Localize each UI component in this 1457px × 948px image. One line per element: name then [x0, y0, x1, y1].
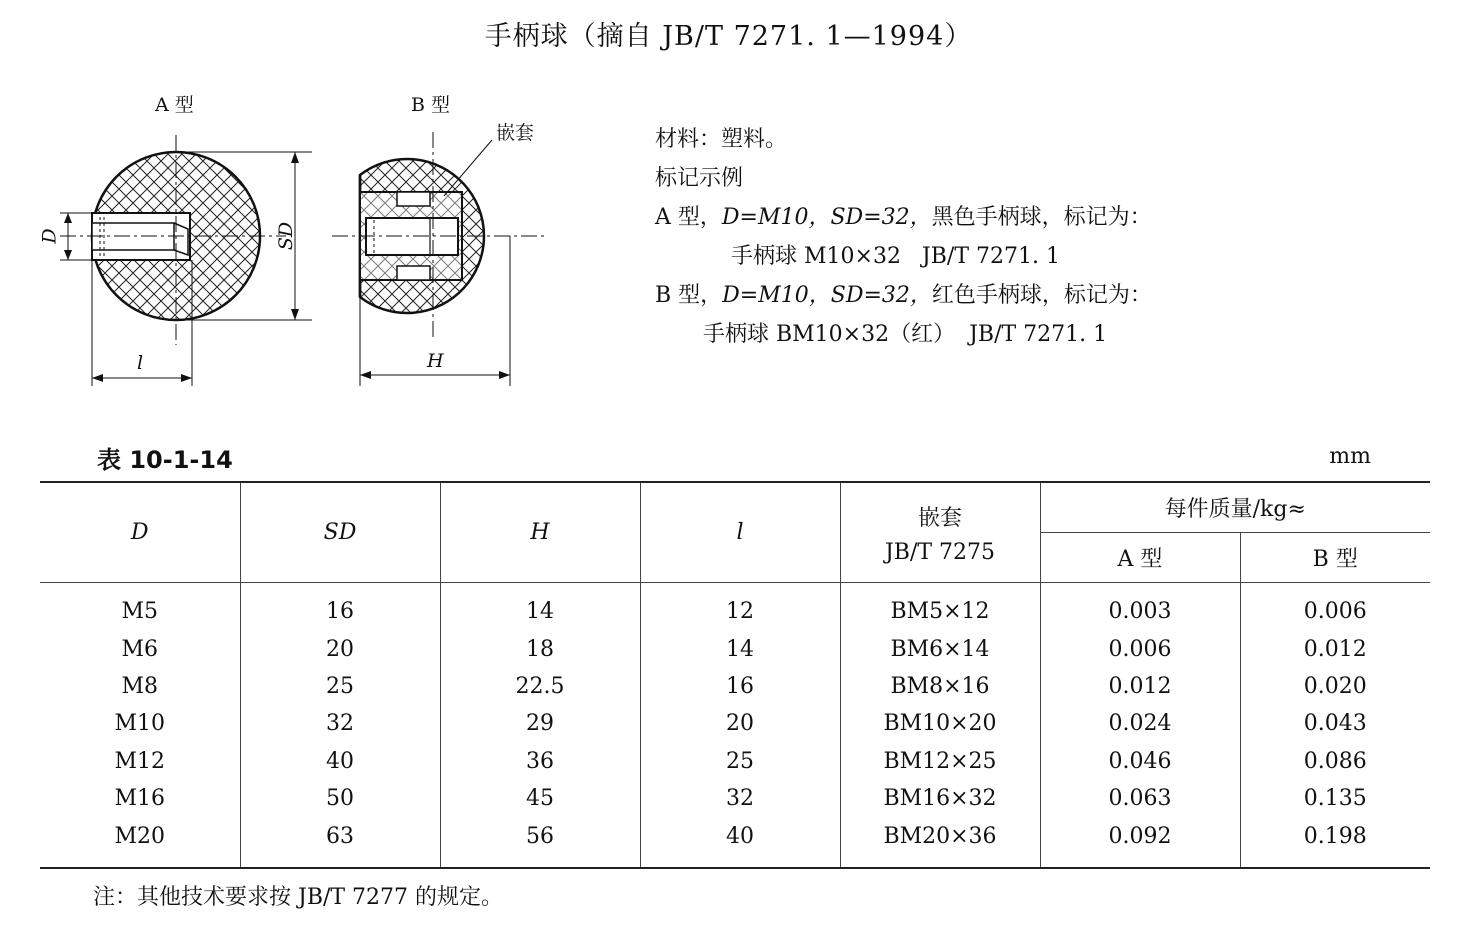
header-mass-b: B 型	[1240, 533, 1430, 583]
dim-h-label: H	[427, 350, 444, 372]
table-row	[40, 780, 1430, 817]
cell-insert: BM20×36	[840, 817, 1040, 867]
cell-mass-a: 0.092	[1040, 817, 1240, 867]
cell-mass-a: 0.006	[1040, 630, 1240, 667]
dim-sd-label: SD	[275, 221, 298, 251]
cell-mass-a: 0.024	[1040, 705, 1240, 742]
cell-mass-b: 0.012	[1240, 630, 1430, 667]
cell-mass-a: 0.063	[1040, 780, 1240, 817]
example-b-prefix: B 型，	[655, 283, 723, 308]
example-a-suffix: 黑色手柄球，标记为：	[931, 205, 1152, 230]
table-body	[40, 583, 1430, 868]
cell-mass-b: 0.020	[1240, 668, 1430, 705]
cell-h: 14	[440, 583, 640, 631]
example-b-params: D=M10，SD=32，	[722, 283, 932, 308]
cell-h: 18	[440, 630, 640, 667]
cell-l: 16	[640, 668, 840, 705]
dim-l-label: l	[137, 352, 144, 374]
cell-h: 22.5	[440, 668, 640, 705]
cell-sd: 32	[240, 705, 440, 742]
cell-sd: 63	[240, 817, 440, 867]
cell-mass-a: 0.012	[1040, 668, 1240, 705]
cell-insert: BM16×32	[840, 780, 1040, 817]
cell-mass-b: 0.043	[1240, 705, 1430, 742]
cell-mass-a: 0.003	[1040, 583, 1240, 631]
cell-insert: BM10×20	[840, 705, 1040, 742]
example-heading: 标记示例	[655, 166, 744, 191]
type-b-ball	[332, 132, 546, 386]
cell-sd: 40	[240, 743, 440, 780]
table-row	[40, 817, 1430, 867]
cell-insert: BM6×14	[840, 630, 1040, 667]
table-row	[40, 630, 1430, 667]
cell-sd: 50	[240, 780, 440, 817]
example-b	[655, 276, 1152, 315]
cell-d: M6	[121, 636, 159, 662]
insert-label: 嵌套	[496, 122, 535, 144]
example-a-params: D=M10，SD=32，	[721, 205, 932, 230]
table-row	[40, 743, 1430, 780]
cell-h: 29	[440, 705, 640, 742]
header-sd: SD	[240, 482, 440, 583]
header-insert	[840, 482, 1040, 583]
notes-block	[655, 120, 1152, 354]
example-b-suffix: 红色手柄球，标记为：	[931, 283, 1152, 308]
cell-mass-b: 0.135	[1240, 780, 1430, 817]
cell-h: 45	[440, 780, 640, 817]
table-label: 表 10-1-14	[97, 446, 233, 474]
cell-insert: BM12×25	[840, 743, 1040, 780]
cell-sd: 16	[240, 583, 440, 631]
cell-insert: BM8×16	[840, 668, 1040, 705]
cell-l: 25	[640, 743, 840, 780]
dim-d-label: D	[38, 228, 61, 244]
cell-mass-b: 0.086	[1240, 743, 1430, 780]
cell-d: M16	[114, 786, 166, 812]
cell-d: M20	[114, 823, 166, 849]
cell-l: 32	[640, 780, 840, 817]
header-h: H	[440, 482, 640, 583]
cell-l: 20	[640, 705, 840, 742]
footnote: 注：其他技术要求按 JB/T 7277 的规定。	[93, 885, 504, 910]
cell-d: M5	[121, 599, 159, 625]
cell-mass-a: 0.046	[1040, 743, 1240, 780]
example-a-prefix: A 型，	[655, 205, 722, 230]
header-d: D	[40, 482, 240, 583]
cell-mass-b: 0.198	[1240, 817, 1430, 867]
cell-d: M10	[114, 711, 166, 737]
example-b-mark: 手柄球 BM10×32（红） JB/T 7271. 1	[703, 322, 1108, 347]
cell-l: 14	[640, 630, 840, 667]
table-row	[40, 705, 1430, 742]
unit-label: mm	[1329, 444, 1371, 469]
type-a-ball	[60, 135, 312, 386]
header-l: l	[640, 482, 840, 583]
table-row	[40, 583, 1430, 631]
cell-h: 36	[440, 743, 640, 780]
material-note: 材料：塑料。	[655, 127, 788, 152]
cell-sd: 25	[240, 668, 440, 705]
example-a-mark: 手柄球 M10×32 JB/T 7271. 1	[731, 244, 1060, 269]
cell-h: 56	[440, 817, 640, 867]
cell-d: M12	[114, 748, 166, 774]
table-row	[40, 668, 1430, 705]
cell-l: 40	[640, 817, 840, 867]
type-a-label: A 型	[155, 94, 194, 116]
header-mass: 每件质量/kg≈	[1040, 482, 1430, 533]
cell-mass-b: 0.006	[1240, 583, 1430, 631]
spec-table	[40, 481, 1430, 869]
header-mass-a: A 型	[1040, 533, 1240, 583]
page-title: 手柄球（摘自 JB/T 7271. 1—1994）	[484, 21, 973, 52]
type-b-label: B 型	[411, 94, 451, 116]
cell-l: 12	[640, 583, 840, 631]
example-a	[655, 198, 1152, 237]
cell-d: M8	[121, 673, 159, 699]
header-insert-std: JB/T 7275	[884, 539, 996, 565]
cell-sd: 20	[240, 630, 440, 667]
cell-insert: BM5×12	[840, 583, 1040, 631]
header-insert-name: 嵌套	[917, 505, 962, 531]
